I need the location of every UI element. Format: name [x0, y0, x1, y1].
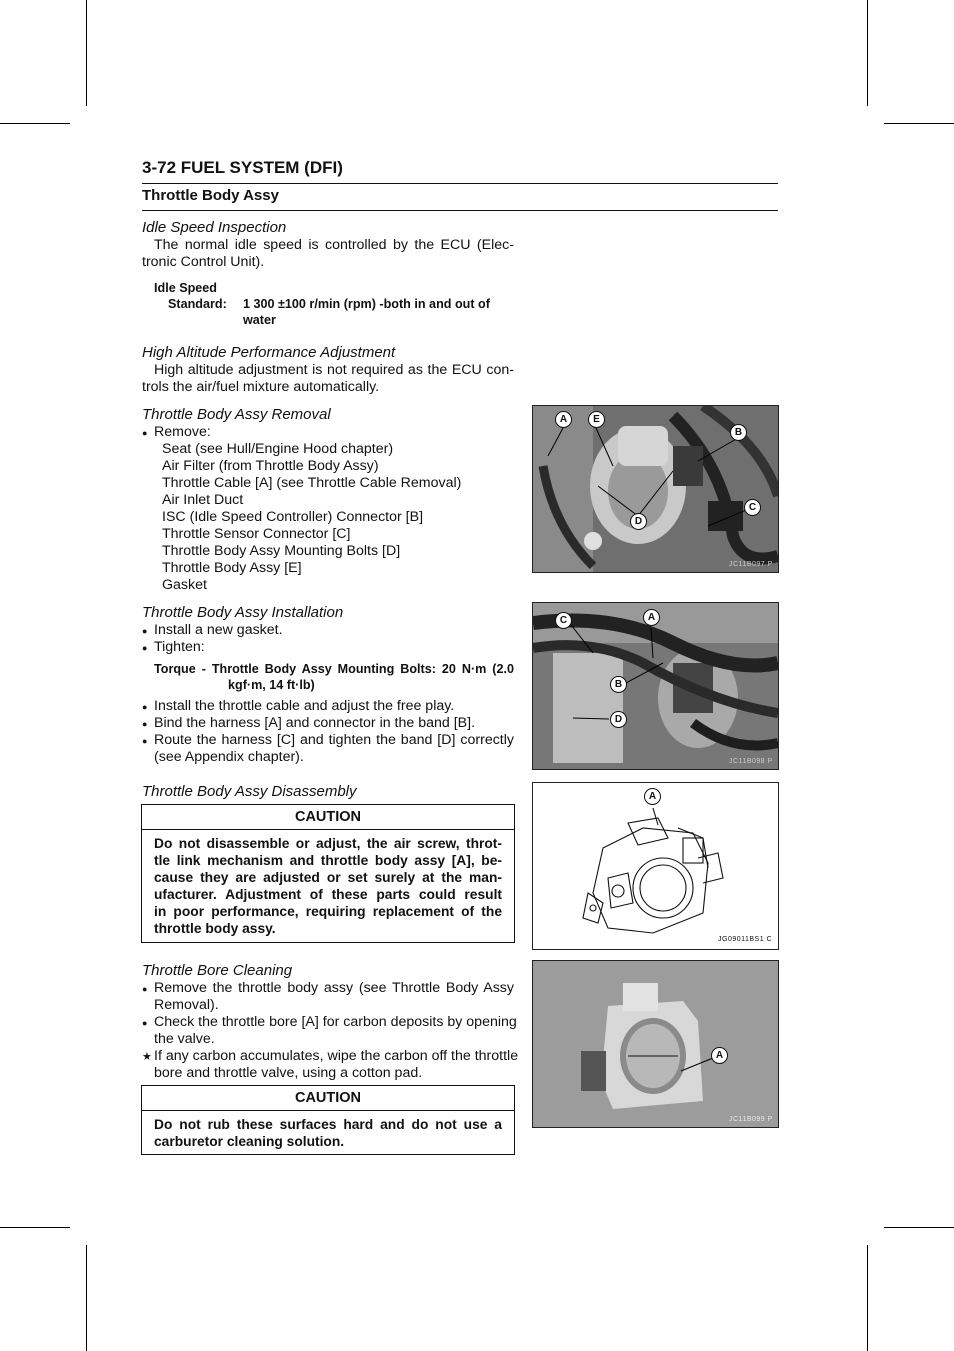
- throttle-bore-illustration: [533, 961, 778, 1127]
- crop-mark: [86, 1245, 87, 1351]
- callout-label: B: [730, 424, 747, 441]
- crop-mark: [86, 0, 87, 106]
- cleaning-heading: Throttle Bore Cleaning: [142, 962, 293, 979]
- caution-line: cause they are adjusted or set surely at the man-: [154, 870, 502, 885]
- callout-label: D: [630, 513, 647, 530]
- figure-code: JC11B098 P: [729, 758, 773, 765]
- torque-spec-cont: kgf·m, 14 ft·lb): [228, 678, 315, 692]
- removal-item: Throttle Cable [A] (see Throttle Cable Removal): [162, 475, 462, 491]
- installation-bullet: ● Install the throttle cable and adjust the free play.: [154, 698, 454, 715]
- idle-heading: Idle Speed Inspection: [142, 219, 287, 236]
- removal-item: Air Inlet Duct: [162, 492, 244, 508]
- installation-bullet: ● Install a new gasket.: [154, 622, 283, 639]
- caution-line: Do not disassemble or adjust, the air screw, throt-: [154, 836, 502, 851]
- engine-illustration: [533, 603, 778, 769]
- callout-label: E: [588, 411, 605, 428]
- installation-bullet: ● Route the harness [C] and tighten the band [D] correctly: [154, 732, 514, 749]
- removal-heading: Throttle Body Assy Removal: [142, 406, 331, 423]
- figure-code: JG09011BS1 C: [718, 936, 773, 943]
- caution-title: CAUTION: [142, 805, 514, 830]
- altitude-para-l1: High altitude adjustment is not required as the ECU con-: [154, 362, 514, 378]
- removal-item: ISC (Idle Speed Controller) Connector [B]: [162, 509, 424, 525]
- caution-line: Do not rub these surfaces hard and do not use a: [154, 1117, 502, 1132]
- standard-value: 1 300 ±100 r/min (rpm) -both in and out of: [243, 297, 490, 311]
- cleaning-bullet-cont: the valve.: [154, 1031, 215, 1047]
- crop-mark: [884, 123, 954, 124]
- removal-item: Air Filter (from Throttle Body Assy): [162, 458, 379, 474]
- torque-spec: Torque - Throttle Body Assy Mounting Bolts: 20 N·m (2.0: [154, 662, 514, 676]
- altitude-para-l2: trols the air/fuel mixture automatically.: [142, 379, 380, 395]
- cleaning-note: ★ If any carbon accumulates, wipe the carbon off the throttle: [154, 1048, 514, 1065]
- spec-label: Idle Speed: [154, 281, 217, 295]
- throttle-bore-photo: [532, 960, 779, 1128]
- callout-label: A: [555, 411, 572, 428]
- figure-code: JC11B099 P: [729, 1116, 773, 1123]
- crop-mark: [867, 1245, 868, 1351]
- callout-label: A: [644, 788, 661, 805]
- standard-label: Standard:: [168, 297, 227, 311]
- caution-title: CAUTION: [142, 1086, 514, 1111]
- standard-value-cont: water: [243, 313, 276, 327]
- cleaning-note-cont: bore and throttle valve, using a cotton pad.: [154, 1065, 423, 1081]
- throttle-body-drawing: [532, 782, 779, 950]
- engine-photo-removal: [532, 405, 779, 573]
- engine-photo-installation: [532, 602, 779, 770]
- idle-para-l2: tronic Control Unit).: [142, 254, 265, 270]
- caution-line: ufacturer. Adjustment of these parts could result: [154, 887, 502, 902]
- section-title: 3-72 FUEL SYSTEM (DFI): [142, 158, 343, 177]
- installation-heading: Throttle Body Assy Installation: [142, 604, 344, 621]
- caution-line: tle link mechanism and throttle body assy [A], be-: [154, 853, 502, 868]
- crop-mark: [0, 1227, 70, 1228]
- cleaning-bullet-cont: Removal).: [154, 997, 219, 1013]
- cleaning-bullet: ● Remove the throttle body assy (see Throttle Body Assy: [154, 980, 514, 997]
- subsection-title: Throttle Body Assy: [142, 187, 279, 204]
- removal-item: Gasket: [162, 577, 207, 593]
- callout-label: D: [610, 711, 627, 728]
- installation-bullet: ● Bind the harness [A] and connector in the band [B].: [154, 715, 475, 732]
- crop-mark: [884, 1227, 954, 1228]
- callout-label: B: [610, 676, 627, 693]
- figure-code: JC11B097 P: [729, 561, 773, 568]
- caution-line: throttle body assy.: [154, 921, 276, 936]
- removal-item: Throttle Body Assy [E]: [162, 560, 302, 576]
- removal-item: Throttle Sensor Connector [C]: [162, 526, 351, 542]
- removal-item: Throttle Body Assy Mounting Bolts [D]: [162, 543, 401, 559]
- altitude-heading: High Altitude Performance Adjustment: [142, 344, 396, 361]
- crop-mark: [867, 0, 868, 106]
- caution-line: carburetor cleaning solution.: [154, 1134, 345, 1149]
- crop-mark: [0, 123, 70, 124]
- disassembly-heading: Throttle Body Assy Disassembly: [142, 783, 357, 800]
- removal-item: Seat (see Hull/Engine Hood chapter): [162, 441, 394, 457]
- installation-bullet: ● Tighten:: [154, 639, 205, 656]
- installation-bullet-cont: (see Appendix chapter).: [154, 749, 304, 765]
- cleaning-bullet: ● Check the throttle bore [A] for carbon deposits by opening: [154, 1014, 514, 1031]
- caution-line: in poor performance, requiring replacement of the: [154, 904, 502, 919]
- removal-bullet: ● Remove:: [154, 424, 211, 441]
- callout-label: A: [643, 609, 660, 626]
- throttle-body-illustration: [533, 783, 778, 949]
- callout-label: A: [711, 1047, 728, 1064]
- header-rule: [142, 183, 778, 184]
- callout-label: C: [555, 612, 572, 629]
- subheader-rule: [142, 210, 778, 211]
- callout-label: C: [744, 499, 761, 516]
- idle-para-l1: The normal idle speed is controlled by the ECU (Elec-: [154, 237, 514, 253]
